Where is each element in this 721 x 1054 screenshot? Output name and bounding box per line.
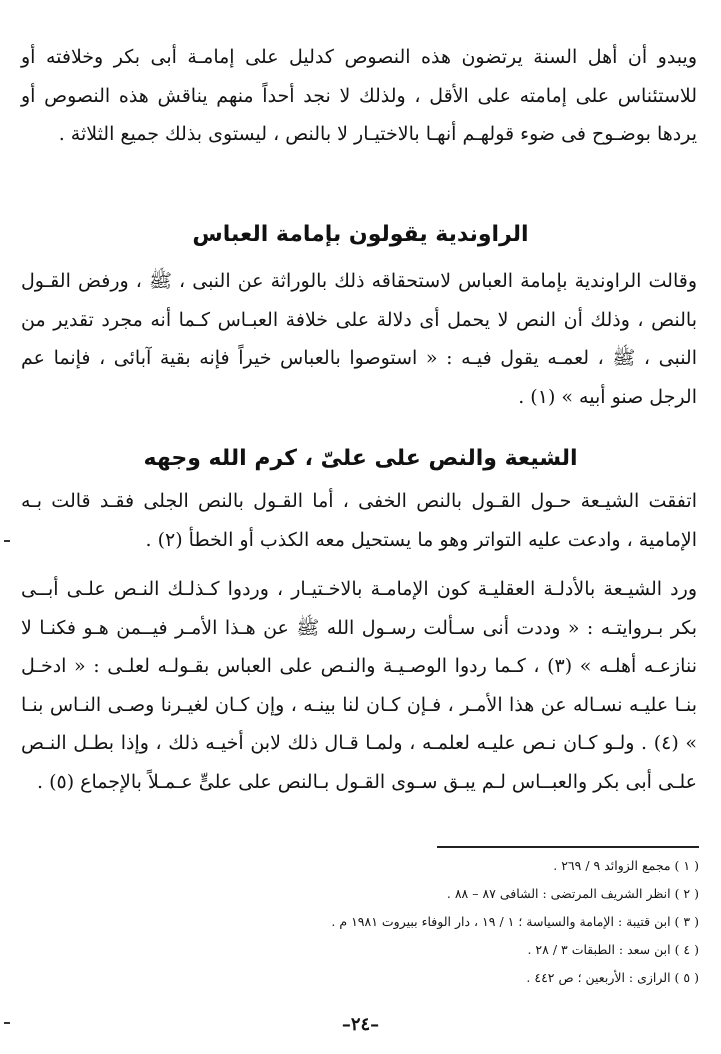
section-heading-shia: الشيعة والنص على علىّ ، كرم الله وجهه [143,446,578,471]
page-number: –٢٤– [341,1014,380,1035]
footnote-5: ( ٥ ) الرازى : الأربعين ؛ ص ٤٤٢ . [526,970,699,985]
paragraph-shia-agreement: اتفقت الشيـعة حـول القـول بالنص الخفى ، أما القـول بالنص الجلى فقـد قالت بـه الإمامية ، وادعت عليه التواتر وهو ما يستحيل معه الكذب أو الخطأ (٢) . [21,490,697,551]
footnote-3: ( ٣ ) ابن قتيبة : الإمامة والسياسة ؛ ١ / ١٩ ، دار الوفاء ببيروت ١٩٨١ م . [331,914,699,929]
section-heading-rawandiya: الراوندية يقولون بإمامة العباس [192,222,529,247]
footnote-1: ( ١ ) مجمع الزوائد ٩ / ٢٦٩ . [553,858,699,873]
paragraph-shia-rebuttal: ورد الشيـعة بالأدلـة العقليـة كون الإمامـة بالاخـتيـار ، وردوا كـذلـك النـص علـى أبــى بكر بـروايتـه : « وددت أنى سـألت رسـول الله ﷺ عن هـذا الأمـر فيــمن هـو فكنـا لا ننازعـه أهلـه » (٣) ، كـما ردوا الوصـيـة والنـص على العباس بقـولـه لعلـى : « ادخـل بنـا عليـه نسـاله عن هذا الأمـر ، فـإن كـان لنا بينـه ، وإن كـان لغيـرنا وصـى النـاس بنـا » (٤) . ولـو كـان نـص عليـه لعلمـه ، ولمـا قـال ذلك لابن أخيـه ذلك ، وإذا بطـل النـص علـى أبى بكر والعبــاس لـم يبـق سـوى القـول بـالنص على علىٍّ عـمـلاً بالإجماع (٥) . [21,578,698,793]
scan-margin-mark [4,540,10,542]
footnote-4: ( ٤ ) ابن سعد : الطبقات ٣ / ٢٨ . [527,942,699,957]
scan-margin-mark [4,1022,10,1024]
footnote-2: ( ٢ ) انظر الشريف المرتضى : الشافى ٨٧ – ٨٨ . [446,886,699,901]
paragraph-sunni-texts: ويبدو أن أهل السنة يرتضون هذه النصوص كدليل على إمامـة أبى بكر وخلافته أو للاستئناس على إمامته على الأقل ، ولذلك لا نجد أحداً منهم يناقش هذه النصوص أو يردها بوضـوح فى ضوء قولهـم أنهـا بالاختيـار لا بالنص ، ليستوى بذلك جميع الثلاثة . [21,46,697,145]
paragraph-rawandiya: وقالت الراوندية بإمامة العباس لاستحقاقه ذلك بالوراثة عن النبى ، ﷺ ، ورفض القـول بالنص ، وذلك أن النص لا يحمل أى دلالة على خلافة العبـاس كـما أنه مجرد تقدير من النبى ، ﷺ ، لعمـه يقول فيـه : « استوصوا بالعباس خيراً فإنه بقية آبائى ، فإنما عم الرجل صنو أبيه » (١) . [21,270,697,408]
footnote-divider [437,846,699,848]
footnotes-list [99,852,699,992]
